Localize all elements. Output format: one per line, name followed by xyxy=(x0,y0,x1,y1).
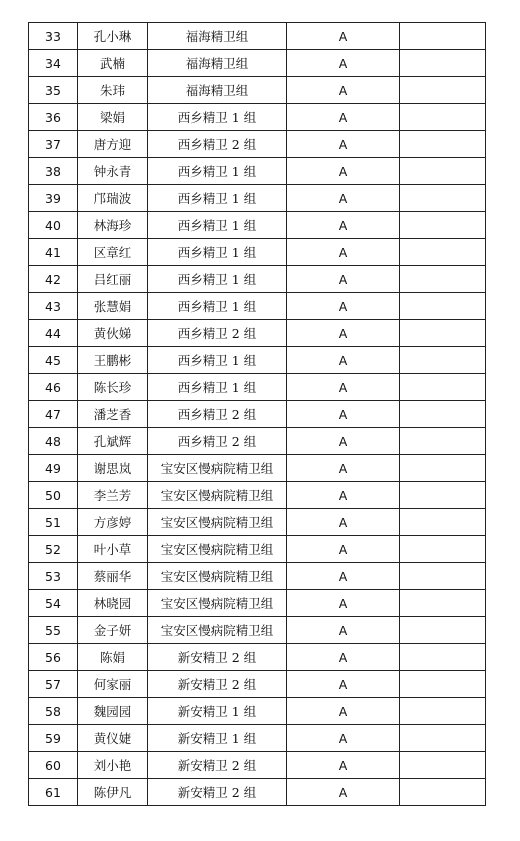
row-number-cell: 53 xyxy=(29,563,78,590)
note-cell xyxy=(400,131,486,158)
note-cell xyxy=(400,374,486,401)
row-number-cell: 44 xyxy=(29,320,78,347)
row-number-cell: 50 xyxy=(29,482,78,509)
table-row xyxy=(29,671,486,698)
group-cell: 福海精卫组 xyxy=(148,50,287,77)
person-name-cell: 朱玮 xyxy=(78,77,148,104)
row-number-cell: 46 xyxy=(29,374,78,401)
note-cell xyxy=(400,725,486,752)
row-number-cell: 45 xyxy=(29,347,78,374)
group-cell: 西乡精卫 1 组 xyxy=(148,239,287,266)
note-cell xyxy=(400,401,486,428)
group-cell: 西乡精卫 1 组 xyxy=(148,293,287,320)
row-number-cell: 41 xyxy=(29,239,78,266)
group-cell: 西乡精卫 1 组 xyxy=(148,158,287,185)
person-name-cell: 梁娟 xyxy=(78,104,148,131)
table-row xyxy=(29,23,486,50)
person-name-cell: 孔斌辉 xyxy=(78,428,148,455)
grade-cell: A xyxy=(287,428,400,455)
table-row xyxy=(29,266,486,293)
table-row xyxy=(29,590,486,617)
group-cell: 福海精卫组 xyxy=(148,77,287,104)
grade-cell: A xyxy=(287,23,400,50)
table-row xyxy=(29,347,486,374)
person-name-cell: 何家丽 xyxy=(78,671,148,698)
note-cell xyxy=(400,104,486,131)
table-row xyxy=(29,455,486,482)
row-number-cell: 38 xyxy=(29,158,78,185)
group-cell: 西乡精卫 1 组 xyxy=(148,104,287,131)
group-cell: 西乡精卫 2 组 xyxy=(148,320,287,347)
grade-cell: A xyxy=(287,158,400,185)
grade-cell: A xyxy=(287,509,400,536)
grade-cell: A xyxy=(287,347,400,374)
person-name-cell: 陈娟 xyxy=(78,644,148,671)
group-cell: 西乡精卫 2 组 xyxy=(148,401,287,428)
note-cell xyxy=(400,50,486,77)
row-number-cell: 56 xyxy=(29,644,78,671)
group-cell: 宝安区慢病院精卫组 xyxy=(148,617,287,644)
note-cell xyxy=(400,644,486,671)
person-name-cell: 刘小艳 xyxy=(78,752,148,779)
note-cell xyxy=(400,455,486,482)
row-number-cell: 54 xyxy=(29,590,78,617)
person-name-cell: 黄伙娣 xyxy=(78,320,148,347)
row-number-cell: 52 xyxy=(29,536,78,563)
grade-cell: A xyxy=(287,536,400,563)
grade-cell: A xyxy=(287,752,400,779)
row-number-cell: 47 xyxy=(29,401,78,428)
note-cell xyxy=(400,752,486,779)
table-row xyxy=(29,293,486,320)
grade-cell: A xyxy=(287,212,400,239)
group-cell: 新安精卫 1 组 xyxy=(148,698,287,725)
person-name-cell: 邝瑞波 xyxy=(78,185,148,212)
row-number-cell: 59 xyxy=(29,725,78,752)
note-cell xyxy=(400,563,486,590)
person-name-cell: 林海珍 xyxy=(78,212,148,239)
group-cell: 宝安区慢病院精卫组 xyxy=(148,563,287,590)
table-row xyxy=(29,212,486,239)
note-cell xyxy=(400,320,486,347)
group-cell: 西乡精卫 1 组 xyxy=(148,185,287,212)
table-row xyxy=(29,158,486,185)
group-cell: 新安精卫 1 组 xyxy=(148,725,287,752)
row-number-cell: 60 xyxy=(29,752,78,779)
row-number-cell: 40 xyxy=(29,212,78,239)
note-cell xyxy=(400,482,486,509)
grade-cell: A xyxy=(287,644,400,671)
person-name-cell: 魏园园 xyxy=(78,698,148,725)
person-name-cell: 王鹏彬 xyxy=(78,347,148,374)
table-row xyxy=(29,428,486,455)
group-cell: 西乡精卫 1 组 xyxy=(148,212,287,239)
grade-cell: A xyxy=(287,617,400,644)
person-name-cell: 金子妍 xyxy=(78,617,148,644)
group-cell: 新安精卫 2 组 xyxy=(148,752,287,779)
table-row xyxy=(29,725,486,752)
person-name-cell: 蔡丽华 xyxy=(78,563,148,590)
person-name-cell: 潘芝香 xyxy=(78,401,148,428)
note-cell xyxy=(400,536,486,563)
person-name-cell: 方彦婷 xyxy=(78,509,148,536)
group-cell: 宝安区慢病院精卫组 xyxy=(148,455,287,482)
row-number-cell: 43 xyxy=(29,293,78,320)
note-cell xyxy=(400,428,486,455)
person-name-cell: 孔小琳 xyxy=(78,23,148,50)
table-row xyxy=(29,779,486,806)
person-name-cell: 谢思岚 xyxy=(78,455,148,482)
group-cell: 宝安区慢病院精卫组 xyxy=(148,509,287,536)
note-cell xyxy=(400,158,486,185)
group-cell: 西乡精卫 2 组 xyxy=(148,131,287,158)
grade-cell: A xyxy=(287,266,400,293)
note-cell xyxy=(400,347,486,374)
grade-cell: A xyxy=(287,698,400,725)
note-cell xyxy=(400,212,486,239)
note-cell xyxy=(400,590,486,617)
grade-cell: A xyxy=(287,671,400,698)
note-cell xyxy=(400,239,486,266)
table-row xyxy=(29,482,486,509)
grade-cell: A xyxy=(287,779,400,806)
table-row xyxy=(29,239,486,266)
grade-cell: A xyxy=(287,401,400,428)
table-row xyxy=(29,185,486,212)
grade-cell: A xyxy=(287,50,400,77)
table-row xyxy=(29,401,486,428)
table-row xyxy=(29,752,486,779)
person-name-cell: 唐方迎 xyxy=(78,131,148,158)
roster-table-body xyxy=(29,23,486,806)
grade-cell: A xyxy=(287,374,400,401)
row-number-cell: 34 xyxy=(29,50,78,77)
grade-cell: A xyxy=(287,239,400,266)
person-name-cell: 李兰芳 xyxy=(78,482,148,509)
row-number-cell: 58 xyxy=(29,698,78,725)
note-cell xyxy=(400,698,486,725)
table-row xyxy=(29,617,486,644)
note-cell xyxy=(400,266,486,293)
group-cell: 西乡精卫 1 组 xyxy=(148,347,287,374)
group-cell: 新安精卫 2 组 xyxy=(148,671,287,698)
person-name-cell: 钟永青 xyxy=(78,158,148,185)
group-cell: 西乡精卫 1 组 xyxy=(148,266,287,293)
row-number-cell: 49 xyxy=(29,455,78,482)
grade-cell: A xyxy=(287,77,400,104)
table-row xyxy=(29,509,486,536)
group-cell: 福海精卫组 xyxy=(148,23,287,50)
table-row xyxy=(29,698,486,725)
row-number-cell: 35 xyxy=(29,77,78,104)
note-cell xyxy=(400,293,486,320)
group-cell: 新安精卫 2 组 xyxy=(148,644,287,671)
note-cell xyxy=(400,23,486,50)
table-row xyxy=(29,644,486,671)
table-row xyxy=(29,320,486,347)
row-number-cell: 33 xyxy=(29,23,78,50)
group-cell: 新安精卫 2 组 xyxy=(148,779,287,806)
row-number-cell: 42 xyxy=(29,266,78,293)
note-cell xyxy=(400,509,486,536)
row-number-cell: 36 xyxy=(29,104,78,131)
table-row xyxy=(29,563,486,590)
row-number-cell: 48 xyxy=(29,428,78,455)
table-row xyxy=(29,374,486,401)
table-row xyxy=(29,104,486,131)
row-number-cell: 57 xyxy=(29,671,78,698)
group-cell: 宝安区慢病院精卫组 xyxy=(148,536,287,563)
row-number-cell: 51 xyxy=(29,509,78,536)
note-cell xyxy=(400,671,486,698)
grade-cell: A xyxy=(287,320,400,347)
row-number-cell: 39 xyxy=(29,185,78,212)
grade-cell: A xyxy=(287,590,400,617)
row-number-cell: 55 xyxy=(29,617,78,644)
grade-cell: A xyxy=(287,185,400,212)
grade-cell: A xyxy=(287,563,400,590)
person-name-cell: 张慧娟 xyxy=(78,293,148,320)
row-number-cell: 37 xyxy=(29,131,78,158)
table-row xyxy=(29,77,486,104)
grade-cell: A xyxy=(287,482,400,509)
person-name-cell: 武楠 xyxy=(78,50,148,77)
group-cell: 西乡精卫 1 组 xyxy=(148,374,287,401)
table-row xyxy=(29,131,486,158)
person-name-cell: 陈伊凡 xyxy=(78,779,148,806)
roster-table xyxy=(28,22,486,806)
person-name-cell: 叶小草 xyxy=(78,536,148,563)
table-row xyxy=(29,50,486,77)
grade-cell: A xyxy=(287,131,400,158)
person-name-cell: 区章红 xyxy=(78,239,148,266)
note-cell xyxy=(400,779,486,806)
group-cell: 西乡精卫 2 组 xyxy=(148,428,287,455)
group-cell: 宝安区慢病院精卫组 xyxy=(148,482,287,509)
grade-cell: A xyxy=(287,104,400,131)
grade-cell: A xyxy=(287,725,400,752)
note-cell xyxy=(400,617,486,644)
person-name-cell: 陈长珍 xyxy=(78,374,148,401)
group-cell: 宝安区慢病院精卫组 xyxy=(148,590,287,617)
person-name-cell: 吕红丽 xyxy=(78,266,148,293)
grade-cell: A xyxy=(287,293,400,320)
note-cell xyxy=(400,185,486,212)
grade-cell: A xyxy=(287,455,400,482)
row-number-cell: 61 xyxy=(29,779,78,806)
table-row xyxy=(29,536,486,563)
person-name-cell: 林晓园 xyxy=(78,590,148,617)
person-name-cell: 黄仪婕 xyxy=(78,725,148,752)
note-cell xyxy=(400,77,486,104)
